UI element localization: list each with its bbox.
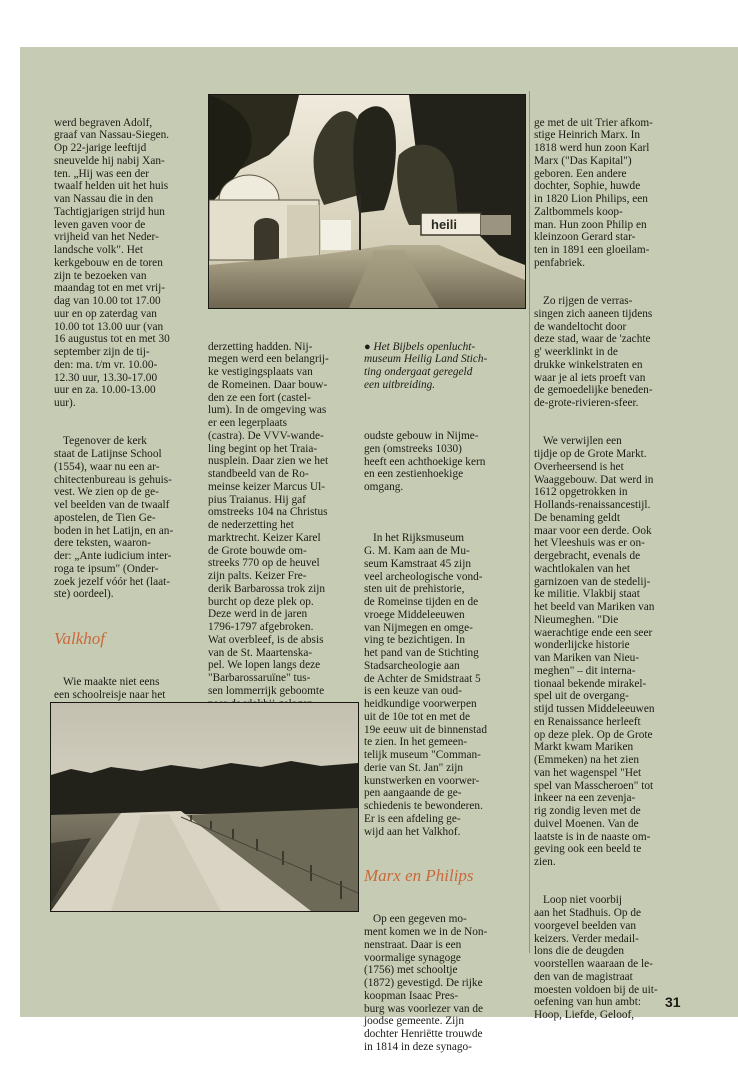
column-2-paragraph-1: derzetting hadden. Nij- megen werd een belangrij- ke vestigingsplaats van de Romeinen. Daar bouw- den ze een fort (castel- lum). In de omgeving was er een legerplaats (castra). De VVV-wande- ling begint op het Traia- nusplein. Daar zien we het standbeeld van de Ro- meinse keizer Marcus Ul- pius Traianus. Hij gaf omstreeks 104 na Christus de nederzetting het marktrecht. Keizer Karel de Grote bouwde om- streeks 770 op de heuvel zijn palts. Keizer Fre- derik Barbarossa trok zijn burcht op deze plek op. Deze werd in de jaren 1796-1797 afgebroken. Wat overbleef, is de absis van de St. Maartenska- pel. We lopen langs deze "Barbarossaruïne" tus- sen lommerrijk geboomte xyxy=(208,340,329,697)
column-4-paragraph-1: ge met de uit Trier afkom- stige Heinrich Marx. In 1818 werd hun zoon Karl Marx ("Das Kapital") geboren. Een andere dochter, Sophie, huwde in 1820 Lion Philips, een Zaltbommels koop- man. Hun zoon Philip en kleinzoon Gerard star- ten in 1891 een gloeilam- penfabriek. xyxy=(534,116,653,269)
svg-text:heili: heili xyxy=(431,217,458,232)
photo-caption-heilig-land xyxy=(364,341,512,392)
column-4-paragraph-2: Zo rijgen de verras- singen zich aaneen tijdens de wandeltocht door deze stad, waar de 'zachte g' weerklinkt in de drukke winkelstraten en waar je al iets proeft van de gemoedelijke beneden- de-grote-rivieren-sfeer. xyxy=(534,295,653,409)
column-4-paragraph-3: We verwijlen een tijdje op de Grote Markt. Overheersend is het Waaggebouw. Dat werd in 1612 opgetrokken in Hollands-renaissancestijl. De benaming geldt maar voor een derde. Ook het Vleeshuis was er on- dergebracht, evenals de wachtlokalen van het garnizoen van de stedelij- ke militie. Vlakbij staat het beeld van Mariken van Nieumeghen. "Die waerachtige ende een seer wonderlijcke historie van Mariken van Nieu- meghen" – dit interna- tionaal bekende mirakel- spel uit de overgang- stijd tussen Middeleeuwen en Renaissance herleeft op deze plek. Op de Grote Markt kwam Mariken (Emmeken) na het zien van het wagenspel "Het spel van Masscheroen" tot inkeer na een zevenja- rig zondig leven met de duivel Moenen. Van de laatste is in de naaste om- geving ook een beeld te zien. xyxy=(534,435,655,868)
photo-zevenheuvelenweg-image xyxy=(51,703,358,911)
photo-zevenheuvelenweg xyxy=(50,702,359,912)
column-3-paragraph-1: oudste gebouw in Nijme- gen (omstreeks 1030) heeft een achthoekige kern en een zestienhoekige omgang. xyxy=(364,430,486,493)
photo-open-air-museum xyxy=(208,94,526,309)
column-4-paragraph-4: Loop niet voorbij aan het Stadhuis. Op de voorgevel beelden van keizers. Verder medail- lons die de deugden voorstellen waaraan de le- den van de magistraat moesten voldoen bij de uit- oefening van hun ambt: Hoop, Liefde, Geloof, xyxy=(534,894,658,1021)
column-1-paragraph-2: Tegenover de kerk staat de Latijnse School (1554), waar nu een ar- chitectenbureau is gehuis- vest. We zien op de ge- vel beelden van de twaalf apostelen, de Tien Ge- boden in het Latijn, en an- dere teksten, waaron- der: „Ante iudicium inter- roga te ipsum" (Onder- zoek jezelf vóór het (laat- ste) oordeel). xyxy=(54,435,174,601)
column-3-paragraph-2: In het Rijksmuseum G. M. Kam aan de Mu- seum Kamstraat 45 zijn veel archeologische vond- sten uit de prehistorie, de Romeinse tijden en de vroege Middeleeuwen van Nijmegen en omge- ving te bezichtigen. In het pand van de Stichting Stadsarcheologie aan de Achter de Smidstraat 5 is een keuze van oud- heidkundige voorwerpen uit de 10e tot en met de 19e eeuw uit de binnenstad te zien. In het gemeen- telijk museum "Comman- derie van St. Jan" zijn kunstwerken en voorwer- pen aangaande de ge- schiedenis te bewonderen. Er is een afdeling ge- wijd aan het Valkhof. xyxy=(364,532,487,838)
column-1-paragraph-1: werd begraven Adolf, graaf van Nassau-Siegen. Op 22-jarige leeftijd sneuvelde hij nabij Xan- ten. „Hij was een der twaalf helden uit het huis van Nassau die in den Tachtigjarigen strijd hun leven gaven voor de vrijheid van het Neder- landsche volk". Het kerkgebouw en de toren zijn te bezoeken van maandag tot en met vrij- dag van 10.00 tot 17.00 uur en op zaterdag van 10.00 tot 13.00 uur (van 16 augustus tot en met 30 september zijn de tij- den: ma. t/m vr. 10.00- 12.30 uur, 13.30-17.00 uur en za. 10.00-13.00 uur). xyxy=(54,116,170,409)
column-3 xyxy=(364,315,512,1079)
caption-text: Het Bijbels openlucht- museum Heilig Land Stich- ting ondergaat geregeld een uitbreiding. xyxy=(364,340,488,391)
column-divider xyxy=(529,91,530,953)
magazine-page xyxy=(20,47,738,1053)
column-4 xyxy=(534,91,686,1047)
column-3-paragraph-3: Op een gegeven mo- ment komen we in de Non- nenstraat. Daar is een voormalige synagoge (1756) met schooltje (1872) gevestigd. De rijke koopman Isaac Pres- burg was voorlezer van de joodse gemeente. Zijn dochter Henriëtte trouwde in 1814 in deze synago- xyxy=(364,913,488,1053)
page-number: 31 xyxy=(665,994,681,1010)
caption-bullet: ● xyxy=(364,340,371,353)
section-heading-valkhof: Valkhof xyxy=(54,628,105,648)
column-2 xyxy=(208,315,356,761)
photo-open-air-museum-image xyxy=(209,95,525,308)
section-heading-marx-en-philips: Marx en Philips xyxy=(364,865,474,885)
column-1-paragraph-3: Wie maakte niet eens een schoolreisje naar het xyxy=(54,676,166,701)
